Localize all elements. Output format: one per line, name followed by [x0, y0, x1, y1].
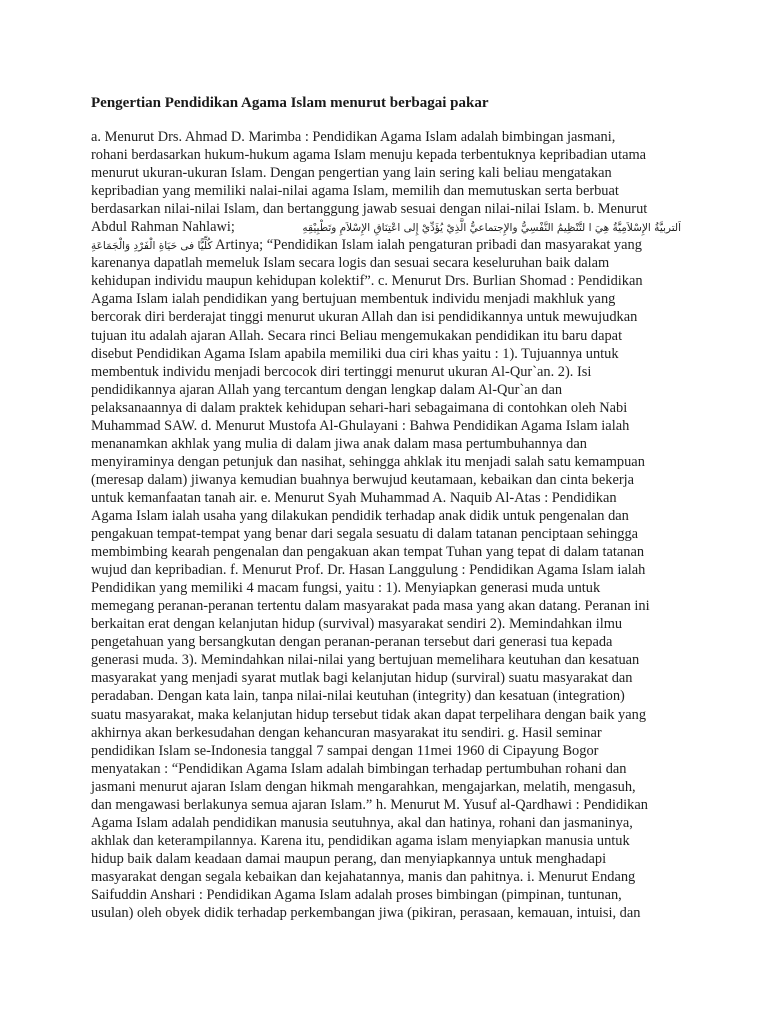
text-line: usulan) oleh obyek didik terhadap perkembangan jiwa (pikiran, perasaan, kemauan, intuisi, dan: [91, 905, 641, 922]
text-line: menyiraminya dengan petunjuk dan nasihat, sehingga ahklak itu menjadi salah satu kemampuan: [91, 453, 645, 470]
text-line: masyarakat dengan segala kebaikan dan kejahatannya, manis dan pahitnya. i. Menurut Endang: [91, 868, 636, 885]
text-line: disebut Pendidikan Agama Islam apabila memiliki dua ciri khas yaitu : 1). Tujuannya untuk: [91, 345, 619, 362]
text-line: Saifuddin Anshari : Pendidikan Agama Islam adalah proses bimbingan (pimpinan, tuntunan,: [91, 886, 622, 903]
text-line: a. Menurut Drs. Ahmad D. Marimba : Pendidikan Agama Islam adalah bimbingan jasmani,: [91, 129, 616, 145]
text-line: menanamkan akhlak yang mulia di dalam jiwa anak dalam masa pertumbuhannya dan: [91, 435, 587, 452]
text-line: bercorak diri berderajat tinggi menurut ukuran Allah dan isi pendidikannya untuk mewujudkan: [91, 309, 638, 326]
text-line: kepribadian yang memiliki nalai-nilai agama Islam, memilih dan memutuskan serta berbuat: [91, 183, 619, 200]
text-line: dan mengawasi berlakunya semua ajaran Islam.” h. Menurut M. Yusuf al-Qardhawi : Pendidikan: [91, 796, 648, 813]
text-line: (meresap dalam) jiwanya kemudian buahnya berwujud keutamaan, kebaikan dan cinta bekerja: [91, 471, 635, 488]
arabic-quote: اَلتربيَّةُ الإِسْلاَمِيَّةُ هِيَ ا لتَّنْظِيمُ النَّفْسِيُّ والإِجتماعيُّ الَّذِيْ يُؤَدِّيْ إِلى اعْتِنَاقِ الإِسْلاَمِ وتَطْبِيْقِهِ: [302, 222, 681, 235]
text-line: untuk kemanfaatan tanah air. e. Menurut Syah Muhammad A. Naquib Al-Atas : Pendidikan: [91, 489, 617, 506]
text-line: masyarakat yang menjadi syarat mutlak bagi kelanjutan hidup (surviral) suatu masyarakat dan: [91, 670, 633, 687]
text-line: pendidikan Islam se-Indonesia tanggal 7 sampai dengan 11mei 1960 di Cipayung Bogor: [91, 742, 599, 759]
text-line: pendidikannya ajaran Allah yang tercantum dengan lengkap dalam Al-Qur`an dan: [91, 381, 563, 398]
text-line: berdasarkan nilai-nilai Islam, dan bertanggung jawab sesuai dengan nilai-nilai Islam. b. Menurut: [91, 201, 648, 218]
text-line: generasi muda. 3). Memindahkan nilai-nilai yang bertujuan memelihara keutuhan dan kesatuan: [91, 652, 640, 669]
text-line: menyatakan : “Pendidikan Agama Islam adalah bimbingan terhadap pertumbuhan rohani dan: [91, 760, 627, 777]
text-line-mixed-arabic: [91, 236, 681, 254]
arabic-quote: كُلِّيًّا فى حَيَاةِ الْفَرْدِ وَالْجَمَاعَةِ: [91, 240, 213, 253]
text-line: Muhammad SAW. d. Menurut Mustofa Al-Ghulayani : Bahwa Pendidikan Agama Islam ialah: [91, 417, 630, 434]
text-line: jasmani menurut ajaran Islam dengan hikmah mengarahkan, mengajarkan, melatih, mengasuh,: [91, 778, 636, 795]
text-line: Agama Islam ialah usaha yang dilakukan pendidik terhadap anak didik untuk pengenalan dan: [91, 507, 629, 524]
text-line: rohani berdasarkan hukum-hukum agama Islam menuju kepada terbentuknya kepribadian utama: [91, 147, 647, 164]
text-line: tujuan itu adalah ajaran Allah. Secara rinci Beliau mengemukakan pendidikan itu baru dapat: [91, 327, 623, 344]
text-line: pelaksanaannya di dalam praktek kehidupan sehari-hari sebagaimana di contohkan oleh Nabi: [91, 399, 628, 416]
text-line: pengetahuan yang bersangkutan dengan peranan-peranan tersebut dari generasi tua kepada: [91, 634, 613, 651]
text-line: Agama Islam ialah pendidikan yang bertujuan membentuk individu menjadi makhluk yang: [91, 291, 616, 308]
text-segment-latin: Artinya; “Pendidikan Islam ialah pengaturan pribadi dan masyarakat yang: [212, 237, 642, 254]
text-line: kehidupan individu maupun kehidupan kolektif”. c. Menurut Drs. Burlian Shomad : Pendidikan: [91, 273, 643, 290]
text-line: berkaitan erat dengan kelanjutan hidup (survival) masyarakat sendiri 2). Memindahkan ilmu: [91, 616, 623, 633]
document-body: [91, 128, 681, 922]
text-line: akhlak dan keterampilannya. Karena itu, pendidikan agama islam menyiapkan manusia untuk: [91, 832, 630, 849]
text-line: membimbing kearah pengenalan dan pengakuan akan tempat Tuhan yang tepat di dalam tatanan: [91, 544, 645, 561]
text-line: menurut ukuran-ukuran Islam. Dengan pengertian yang lain sering kali beliau mengatakan: [91, 165, 612, 182]
text-line: suatu masyarakat, maka kelanjutan hidup tersebut tidak akan dapat terpelihara dengan baik yang: [91, 706, 647, 723]
text-line: Pendidikan yang memiliki 4 macam fungsi, yaitu : 1). Menyiapkan generasi muda untuk: [91, 580, 601, 597]
text-line: peradaban. Dengan kata lain, tanpa nilai-nilai keutuhan (integrity) dan kesatuan (integration): [91, 688, 625, 705]
document-title: Pengertian Pendidikan Agama Islam menurut berbagai pakar: [91, 95, 489, 111]
text-line: hidup baik dalam keadaan damai maupun perang, dan menyiapkannya untuk menghadapi: [91, 850, 607, 867]
text-line: membentuk individu menjadi bercocok diri tertinggi menurut ukuran Al-Qur`an. 2). Isi: [91, 363, 592, 380]
text-line: karenanya dapatlah memeluk Islam secara logis dan sesuai secara keseluruhan baik dalam: [91, 255, 610, 272]
text-line: wujud dan kepribadian. f. Menurut Prof. Dr. Hasan Langgulung : Pendidikan Agama Islam ialah: [91, 562, 646, 579]
text-line: memegang peranan-peranan tertentu dalam masyarakat pada masa yang akan datang. Peranan ini: [91, 598, 650, 615]
body-paragraph: [91, 254, 681, 922]
text-line: Agama Islam adalah pendidikan manusia seutuhnya, akal dan hatinya, rohani dan jasmaninya,: [91, 814, 633, 831]
text-line: akhirnya akan berkesudahan dengan kehancuran masyarakat itu sendiri. g. Hasil seminar: [91, 724, 602, 741]
text-line: pengakuan tempat-tempat yang benar dari segala sesuatu di dalam tatanan penciptaan sehingga: [91, 526, 639, 543]
text-segment-latin: Abdul Rahman Nahlawi;: [91, 219, 235, 236]
text-line-mixed-arabic: [91, 218, 681, 236]
